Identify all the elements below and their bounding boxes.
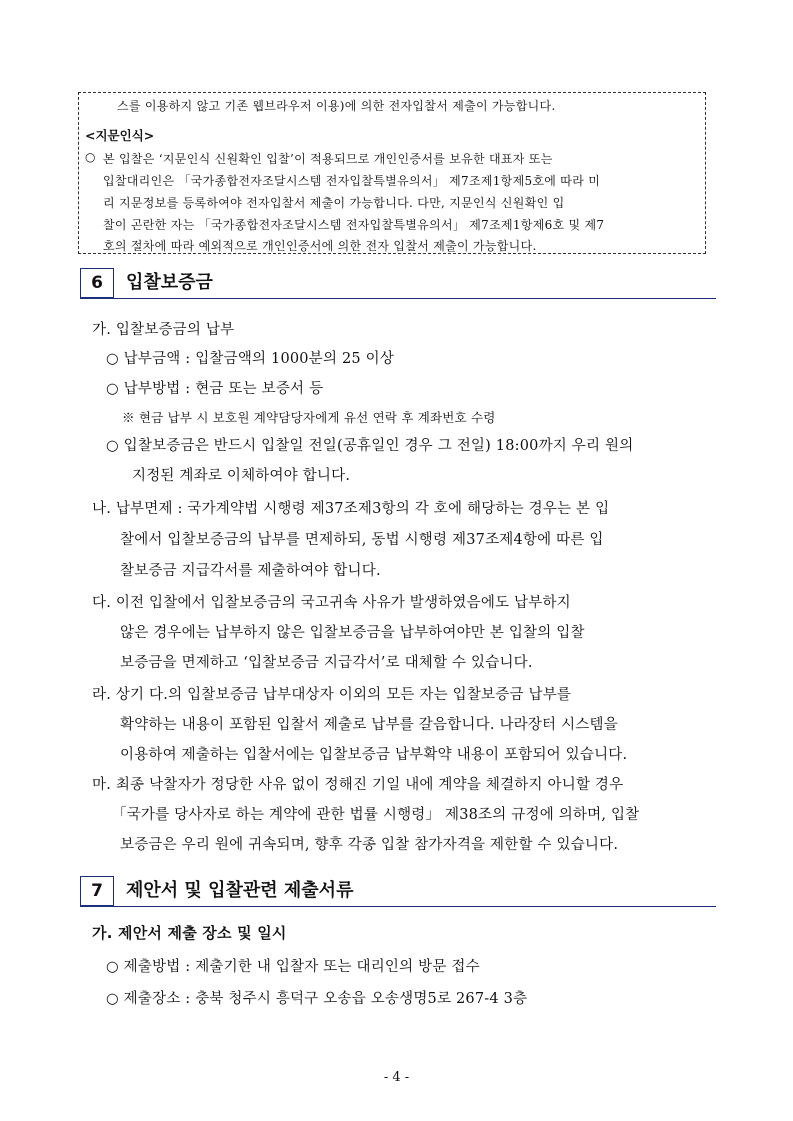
paragraph-da-line: 않은 경우에는 납부하지 않은 입찰보증금을 납부하여야만 본 입찰의 입찰 xyxy=(120,625,585,641)
section-6-number: 6 xyxy=(80,268,114,298)
section-7-number: 7 xyxy=(80,876,114,906)
note-line: ※ 현금 납부 시 보호원 계약담당자에게 유선 연락 후 계좌번호 수령 xyxy=(122,410,496,425)
box-para-line: 리 지문정보를 등록하여야 전자입찰서 제출이 가능합니다. 다만, 지문인식 신원확인 입 xyxy=(103,196,565,210)
box-bullet: ○ xyxy=(85,150,96,164)
list-item: ○ 입찰보증금은 반드시 입찰일 전일(공휴일인 경우 그 전일) 18:00까지 우리 원의 xyxy=(106,438,634,454)
paragraph-na-line: 찰보증금 지급각서를 제출하여야 합니다. xyxy=(120,563,381,579)
box-para-line: 호의 절차에 따라 예외적으로 개인인증서에 의한 전자 입찰서 제출이 가능합니다. xyxy=(103,239,537,253)
list-item: ○ 제출장소 : 충북 청주시 흥덕구 오송읍 오송생명5로 267-4 3층 xyxy=(106,991,528,1007)
page-number: - 4 - xyxy=(383,1070,410,1085)
list-item: ○ 납부금액 : 입찰금액의 1000분의 25 이상 xyxy=(106,351,395,367)
section-6-ga-title: 가. 입찰보증금의 납부 xyxy=(92,322,235,338)
box-para-line: 입찰대리인은 「국가종합전자조달시스템 전자입찰특별유의서」 제7조제1항제5호에 따라 미 xyxy=(103,174,601,188)
paragraph-da-line: 다. 이전 입찰에서 입찰보증금의 국고귀속 사유가 발생하였음에도 납부하지 xyxy=(92,595,571,611)
section-6-header xyxy=(80,268,716,299)
paragraph-na-line: 나. 납부면제 : 국가계약법 시행령 제37조제3항의 각 호에 해당하는 경우는 본 입 xyxy=(92,501,610,517)
section-7-ga-title: 가. 제안서 제출 장소 및 일시 xyxy=(92,924,287,942)
paragraph-ma-line: 마. 최종 낙찰자가 정당한 사유 없이 정해진 기일 내에 계약을 체결하지 아니할 경우 xyxy=(92,777,624,793)
box-continued-line: 스를 이용하지 않고 기존 웹브라우저 이용)에 의한 전자입찰서 제출이 가능합니다. xyxy=(117,99,556,113)
section-7-header xyxy=(80,876,716,907)
paragraph-ma-line: 보증금은 우리 원에 귀속되며, 향후 각종 입찰 참가자격을 제한할 수 있습니다. xyxy=(120,837,619,853)
paragraph-ra-line: 이용하여 제출하는 입찰서에는 입찰보증금 납부확약 내용이 포함되어 있습니다. xyxy=(120,747,628,763)
box-para-line: 본 입찰은 ‘지문인식 신원확인 입찰’이 적용되므로 개인인증서를 보유한 대표자 또는 xyxy=(103,152,553,166)
list-item: ○ 납부방법 : 현금 또는 보증서 등 xyxy=(106,381,324,397)
paragraph-na-line: 찰에서 입찰보증금의 납부를 면제하되, 동법 시행령 제37조제4항에 따른 입 xyxy=(120,532,604,548)
list-item: ○ 제출방법 : 제출기한 내 입찰자 또는 대리인의 방문 접수 xyxy=(106,959,480,975)
section-6-title: 입찰보증금 xyxy=(126,272,213,293)
box-heading: <지문인식> xyxy=(85,128,155,143)
paragraph-da-line: 보증금을 면제하고 ‘입찰보증금 지급각서’로 대체할 수 있습니다. xyxy=(120,655,533,671)
list-item-continued: 지정된 계좌로 이체하여야 합니다. xyxy=(132,468,351,484)
paragraph-ra-line: 확약하는 내용이 포함된 입찰서 제출로 납부를 갈음합니다. 나라장터 시스템을 xyxy=(120,717,618,733)
paragraph-ma-line: 「국가를 당사자로 하는 계약에 관한 법률 시행령」 제38조의 규정에 의하며, 입찰 xyxy=(112,807,640,823)
box-para-line: 찰이 곤란한 자는 「국가종합전자조달시스템 전자입찰특별유의서」 제7조제1항제6호 및 제7 xyxy=(103,218,605,232)
fingerprint-notice-box xyxy=(78,92,706,254)
paragraph-ra-line: 라. 상기 다.의 입찰보증금 납부대상자 이외의 모든 자는 입찰보증금 납부를 xyxy=(92,687,572,703)
section-7-title: 제안서 및 입찰관련 제출서류 xyxy=(126,880,354,901)
